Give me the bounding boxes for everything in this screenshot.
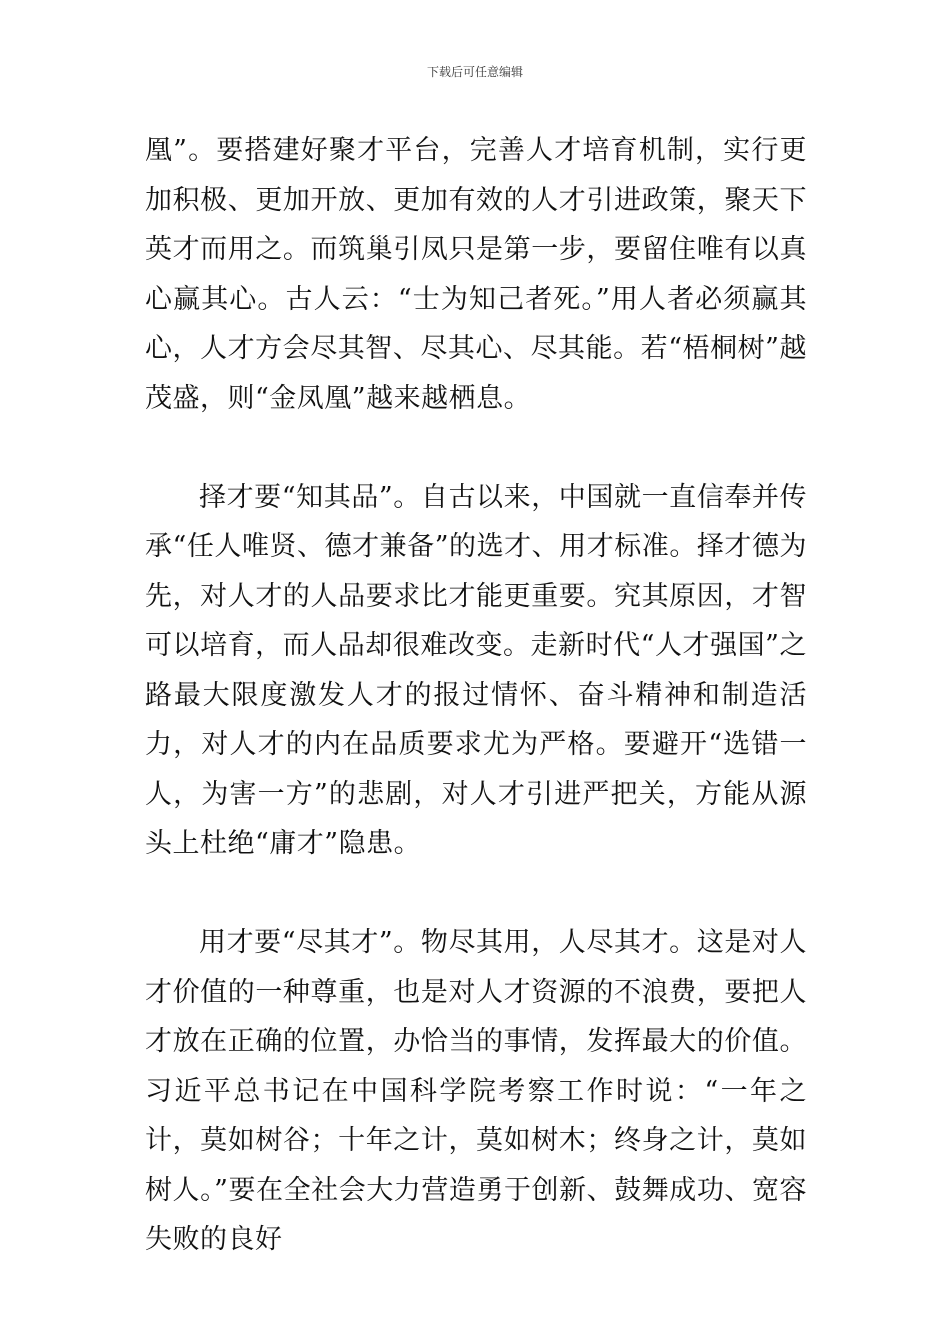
- page-header: 下载后可任意编辑: [426, 65, 523, 79]
- paragraph-using-talent: 用才要“尽其才”。物尽其用，人尽其才。这是对人才价值的一种尊重，也是对人才资源的不浪费，要把人才放在正确的位置，办恰当的事情，发挥最大的价值。习近平总书记在中国科学院考察工作时说：“一年之计，莫如树谷；十年之计，莫如树木；终身之计，莫如树人。”要在全社会大力营造勇于创新、鼓舞成功、宽容失败的良好: [145, 927, 807, 1255]
- document-body: [145, 126, 807, 1265]
- paragraph-selecting-talent: 择才要“知其品”。自古以来，中国就一直信奉并传承“任人唯贤、德才兼备”的选才、用才标准。择才德为先，对人才的人品要求比才能更重要。究其原因，才智可以培育，而人品却很难改变。走新时代“人才强国”之路最大限度激发人才的报过情怀、奋斗精神和制造活力，对人才的内在品质要求尤为严格。要避开“选错一人，为害一方”的悲剧，对人才引进严把关，方能从源头上杜绝“庸才”隐患。: [145, 481, 807, 859]
- paragraph-continuation: 凰”。要搭建好聚才平台，完善人才培育机制，实行更加积极、更加开放、更加有效的人才引进政策，聚天下英才而用之。而筑巢引凤只是第一步，要留住唯有以真心赢其心。古人云：“士为知己者死。”用人者必须赢其心，人才方会尽其智、尽其心、尽其能。若“梧桐树”越茂盛，则“金凤凰”越来越栖息。: [145, 135, 807, 414]
